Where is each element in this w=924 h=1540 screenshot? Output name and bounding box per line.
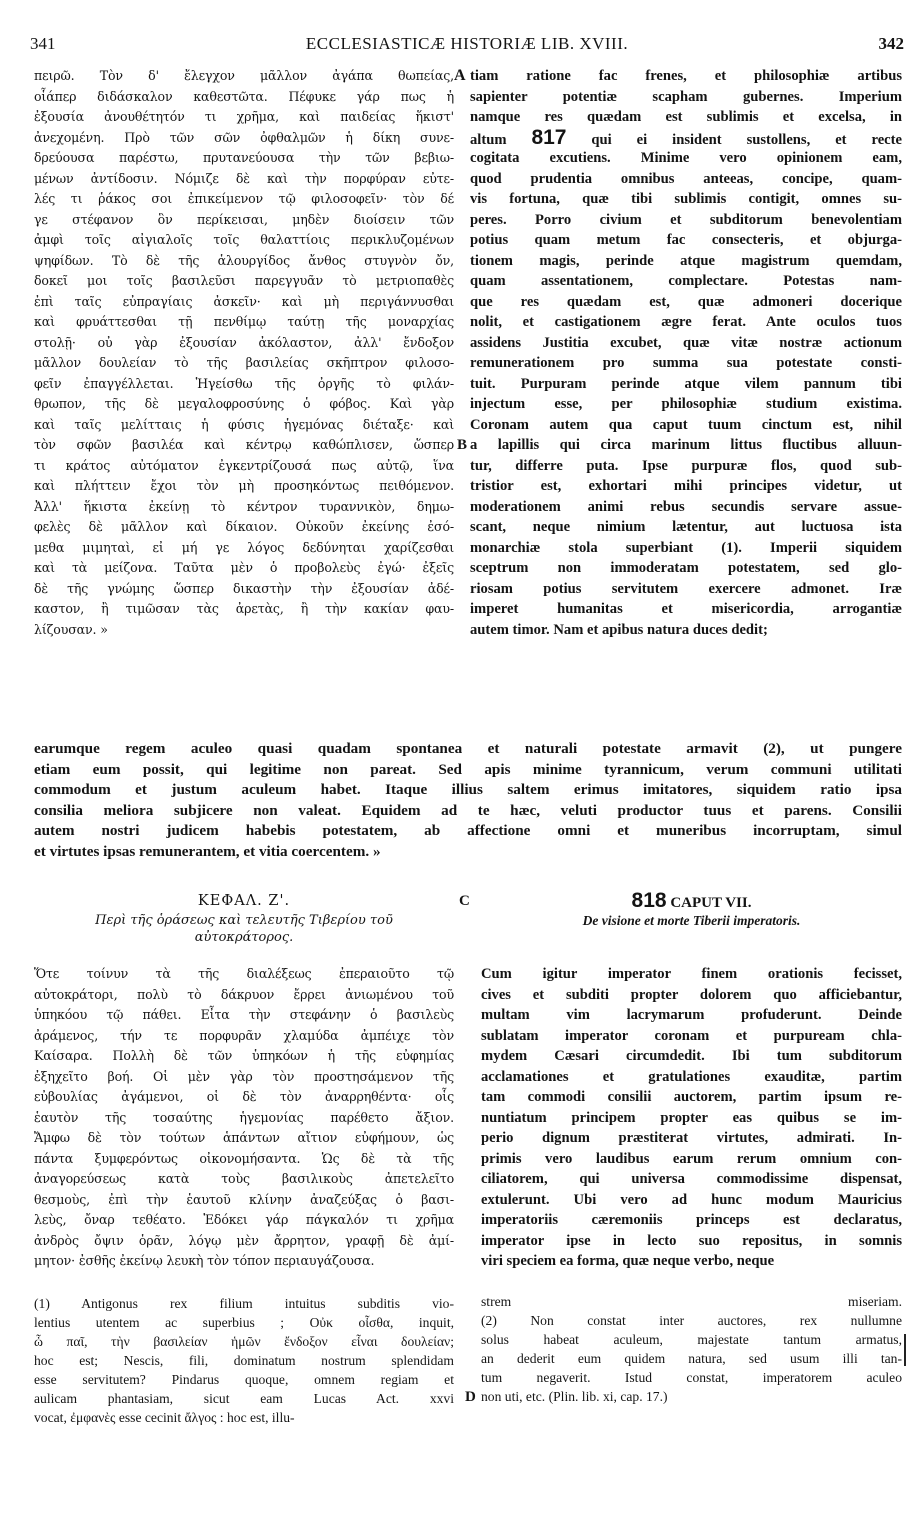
latin-text-line: autem nostri judicem habebis potestatem, ab affectione omni et muneribus incorruptam, simul — [34, 822, 902, 839]
greek-text-line: φεῖν ἐπαγγέλλεται. Ἡγείσθω τῆς ὀργῆς τὸ φιλάν- — [34, 375, 454, 391]
latin-text-line: tur, differre puta. Ipse purpuræ flos, quod sub- — [470, 457, 902, 474]
greek-text-line: μεθα μιμηταὶ, εἰ μή γε λόγος δεδύνηται χαρίζεσθαι — [34, 539, 454, 555]
greek-text-line: φελὲς δὲ μᾶλλον καὶ δίκαιον. Οὐκοῦν ἐκείνης ἐσό- — [34, 519, 454, 534]
greek-text-line: πειρῶ. Τὸν δ' ἔλεγχον μᾶλλον ἀγάπα θωπείας, — [34, 68, 454, 83]
greek-text-line: Καίσαρα. Πολλὴ δὲ τῶν ὑπηκόων ἡ τῆς εὐφημίας — [34, 1048, 454, 1063]
footnote-line: ὦ παῖ, τὴν βασιλείαν ἡμῶν ἔνδοξον εἶναι δουλείαν; — [34, 1333, 454, 1349]
running-head — [30, 34, 904, 60]
latin-text-line: viri speciem ea forma, quæ neque verbo, neque — [481, 1253, 775, 1269]
running-title: ECCLESIASTICÆ HISTORIÆ LIB. XVIII. — [305, 34, 629, 53]
greek-text-line: γε στέφανον ὃν περίκεισαι, μηδὲν διοίσειν τῶν — [34, 211, 454, 227]
latin-text-line: perio dignum præstiterat virtutes, admirati. In- — [481, 1130, 902, 1146]
latin-text-line: tam commodi consilii auctorem, partim ipsum re- — [481, 1089, 902, 1105]
latin-text-line: namque res quædam est sublimis et excelsa, in — [470, 109, 902, 125]
latin-text-line: quod prudentia omnibus anteeas, concipe, quam- — [470, 170, 902, 187]
margin-marker-b: B — [457, 437, 468, 453]
footnote-line: hoc est; Nescis, fili, dominatum nostrum splendidam — [34, 1352, 454, 1368]
latin-chapter-number — [481, 890, 902, 912]
greek-text-line: στολῇ· οὐ γὰρ ἐξουσίαν ἀκόλαστον, ἀλλ' ἔνδοξον — [34, 334, 454, 350]
page-number-right: 342 — [878, 34, 904, 53]
latin-text-line: Cum igitur imperator finem orationis fecisset, — [481, 966, 902, 982]
latin-text-line: imperator ipse in lecto suo repositus, in somnis — [481, 1232, 902, 1249]
latin-text-line: assidens Justitia excubet, quæ vitæ nostræ actionum — [470, 334, 902, 351]
greek-chapter-heading — [34, 890, 454, 946]
greek-text-line: λεὺς, ὄναρ τεθέατο. Ἐδόκει γάρ πάγκαλόν τι χρῆμα — [34, 1212, 454, 1227]
greek-text-line: ἀράμενος, τήν τε πορφυρᾶν χλαμύδα ἀμπέιχε τὸν — [34, 1027, 454, 1043]
greek-chapter-subtitle-2: αὐτοκράτορος. — [194, 930, 294, 945]
greek-text-line: καὶ ταῖς μελίτταις ἡ φύσις ἡγεμόνας διέταξε· καὶ — [34, 416, 454, 432]
greek-column-upper — [34, 66, 454, 640]
greek-text-line: ἐξουσία ἀνουθέτητόν τι χρῆμα, καὶ παιδείας ἥκιστ' — [34, 109, 454, 124]
latin-text-line: mydem Cæsari circumdedit. Ibi tum subditorum — [481, 1048, 902, 1064]
latin-text-line: injectum esse, per philosophiæ studium existima. — [470, 396, 902, 412]
greek-text-line: Ὅτε τοίνυν τὰ τῆς διαλέξεως ἐπεραιοῦτο τῷ — [34, 966, 454, 981]
latin-text-line: Coronam autem qua caput tuum cinctum est, nihil — [470, 416, 902, 433]
latin-text-line: a lapillis qui circa marinum littus fluctibus alluun- — [470, 437, 902, 453]
footnotes-left — [34, 1294, 454, 1427]
latin-text-line: et virtutes ipsas remunerantem, et vitia coercentem. » — [34, 842, 381, 860]
greek-text-line: λίζουσαν. » — [34, 621, 108, 637]
greek-chapter-number: ΚΕΦΑΛ. Ζ'. — [197, 893, 291, 909]
latin-text-line: primis vero laudibus earum rerum omnium con- — [481, 1150, 902, 1167]
latin-text-line: ciliatorem, qui universa commodissime dispensat, — [481, 1171, 902, 1187]
latin-text-line: potius quam metum fac consecteris, et objurga- — [470, 232, 902, 248]
greek-text-line: αὐτοκράτορι, πολὺ τὸ δάκρυον ἔρρει ἀνιωμένου τοῦ — [34, 986, 454, 1002]
latin-text-line: earumque regem aculeo quasi quadam spontanea et naturali potestate armavit (2), ut pungere — [34, 740, 902, 757]
latin-chapter-heading — [481, 890, 902, 929]
greek-text-line: οἷάπερ διδάσκαλον καθεστῶτα. Πέφυκε γάρ πως ἡ — [34, 88, 454, 104]
latin-text-line: etiam eum possit, qui legitime non pareat. Sed apis minime tyrannicum, verum communi utilitati — [34, 760, 902, 778]
greek-text-line: πάντα ξυμφερόντως οἰκονομήσαντα. Ὡς δὲ τὰ τῆς — [34, 1150, 454, 1166]
latin-text-line: autem timor. Nam et apibus natura duces dedit; — [470, 621, 768, 638]
latin-column-upper — [470, 66, 902, 640]
latin-text-line: sublatam imperator coronam et purpuream chla- — [481, 1027, 902, 1044]
greek-text-line: τὸν σφῶν βασιλέα καὶ κέντρῳ καθώπλισεν, ὥσπερ — [34, 437, 454, 452]
latin-text-line: sapienter potentiæ scapham gubernes. Imperium — [470, 88, 902, 105]
greek-text-line: εὐβουλίας ἀγάμενοι, οἱ δὲ τὸν ἀναρρηθέντα· οἷς — [34, 1089, 454, 1104]
greek-text-line: δρεύουσα παρέστω, πρυτανεύουσα τὴν τῶν βεβιω- — [34, 150, 454, 165]
latin-chapter-subtitle: De visione et morte Tiberii imperatoris. — [582, 913, 801, 928]
latin-text-line: cogitata excutiens. Minime vero opinionem eam, — [470, 150, 902, 166]
greek-text-line: καστον, ἢ τιμῶσαν τὰς ἀρετὰς, ἢ τὴν κακίαν φαυ- — [34, 601, 454, 616]
greek-text-line: ἑαυτὸν τῆς τοσαύτης ἡγεμονίας παρέθετο ἄξιον. — [34, 1109, 454, 1125]
margin-marker-d: D — [465, 1389, 476, 1405]
latin-text-line: extulerunt. Ubi vero ad hunc modum Mauricius — [481, 1191, 902, 1208]
latin-text-line: nuntiatum principem propter eas quibus se im- — [481, 1109, 902, 1126]
latin-text-line: imperet humanitas et misericordia, arrogantiæ — [470, 601, 902, 617]
latin-text-line: nolit, et castigationem ægre ferat. Ante oculos tuos — [470, 314, 902, 330]
footnote-line: (2) Non constat inter auctores, rex nullumne — [481, 1312, 902, 1328]
latin-text-line: riosam potius servitutem exercere admonet. Iræ — [470, 580, 902, 597]
greek-text-line: ἀνεχομένη. Πρὸ τῶν σῶν ὀφθαλμῶν ἡ δίκη συνε- — [34, 129, 454, 145]
latin-text-line: consilia meliora subjicere non valeat. Equidem ad te hæc, veluti productor tuus et parens. Consilii — [34, 801, 902, 819]
greek-text-line: θεσμοὺς, ἐπὶ τὴν ἑαυτοῦ κλίνην ἀναζεύξας ὁ βασι- — [34, 1191, 454, 1207]
page-number-left: 341 — [30, 34, 56, 53]
greek-text-line: ἀνδρὸς ὄψιν ὁρᾶν, λόγῳ μὲν ἄρρητον, γραφῇ δὲ ἀμί- — [34, 1232, 454, 1248]
greek-chapter-subtitle-1: Περὶ τῆς ὁράσεως καὶ τελευτῆς Τιβερίου τοῦ — [95, 913, 393, 928]
latin-text-line: tionem magis, perinde atque magistrum quemdam, — [470, 252, 902, 269]
latin-full-width-paragraph — [34, 739, 902, 862]
greek-text-line: λές τι ῥάκος σοι ἐπικείμενον τῷ φιλοσοφεῖν· τὸν δέ — [34, 191, 454, 206]
greek-text-line: Ἄμφω δὲ τὸν τούτων ἁπάντων αἴτιον εὐφήμουν, ὡς — [34, 1130, 454, 1145]
footnote-line: solus habeat aculeum, majestate tantum armatus, — [481, 1331, 902, 1347]
footnote-line: non uti, etc. (Plin. lib. xi, cap. 17.) — [481, 1388, 668, 1404]
greek-text-line: ἐξηχεῖτο βοή. Οἱ μὲν γὰρ τὸν προστησάμενον τῆς — [34, 1068, 454, 1084]
footnote-line: tum negaverit. Istud constat, imperatorem aculeo — [481, 1369, 902, 1385]
margin-bar — [904, 1334, 906, 1366]
latin-text-line: remunerationem pro summa sua potestate consti- — [470, 355, 902, 371]
footnote-line: esse servitutem? Pindarus quoque, omnem regiam et — [34, 1371, 454, 1387]
latin-text-line: tiam ratione fac frenes, et philosophiæ artibus — [470, 68, 902, 84]
footnote-line: vocat, ἐμφανὲς esse cecinit ἄλγος : hoc est, illu- — [34, 1409, 295, 1425]
greek-text-line: μᾶλλον δουλείαν τὸ τῆς βασιλείας σκῆπτρον φιλοσο- — [34, 355, 454, 370]
greek-text-line: τι κράτος αὐτόματον ἐγκεντρίζουσά πως αὐτῷ, ἵνα — [34, 457, 454, 473]
column-number-lower: 818 — [631, 889, 667, 912]
footnote-line: aulicam phantasiam, sicut eam Lucas Act. xxvi — [34, 1390, 454, 1406]
greek-text-line: καὶ τὰ μείζονα. Ταῦτα μὲν ὁ προβολεὺς ἐγώ· ἐξεῖς — [34, 560, 454, 575]
latin-text-line: vis fortuna, quæ tibi sublimis contigit, omnes su- — [470, 191, 902, 207]
latin-text-line: cives et subditi propter dolorem quo afficiebantur, — [481, 986, 902, 1003]
latin-text-line: tuit. Purpuram perinde atque vilem pannum tibi — [470, 375, 902, 392]
latin-text-line: que res quædam est, quæ admoneri docerique — [470, 293, 902, 310]
latin-text-line: quam assentationem, complectare. Potestas nam- — [470, 273, 902, 289]
greek-text-line: καὶ φρυάττεσθαι τῇ πενθίμῳ ταύτῃ τῆς μοναρχίας — [34, 314, 454, 329]
footnote-line: lentius utentem ac superbius ; Οὐκ οἶσθα, inquit, — [34, 1314, 454, 1330]
greek-text-line: ὑπηκόου τῷ πάθει. Εἶτα τὴν στεφάνην ὁ βασιλεὺς — [34, 1007, 454, 1022]
greek-column-lower — [34, 964, 454, 1272]
greek-text-line: ἀναγορεύσεως κατὰ τοὺς βασιλικοὺς ἀπετελεῖτο — [34, 1171, 454, 1186]
greek-text-line: ἀμφὶ τοῖς αἰγιαλοῖς τοῖς θαλαττίοις περικλυζομένων — [34, 232, 454, 247]
latin-text-line: imperatoriis cæremoniis princeps est declaratus, — [481, 1212, 902, 1228]
latin-text-line: altum 817 qui ei insident sustollens, et recte — [470, 127, 902, 148]
greek-text-line: ψηφίδων. Τὸ δὲ τῆς ἁλουργίδος ἄνθος στυγνὸν ὄν, — [34, 252, 454, 268]
latin-text-line: moderationem animi rebus secundis servare assue- — [470, 498, 902, 515]
latin-text-line: sceptrum non immoderatam potestatem, sed glo- — [470, 560, 902, 576]
greek-text-line: μένων ἀντίδοσιν. Νόμιζε δὲ καὶ τὴν πορφύραν εὐτε- — [34, 170, 454, 186]
latin-text-line: scant, neque nimium lætentur, aut luctuosa ista — [470, 519, 902, 535]
latin-chapter-label: CAPUT VII. — [670, 895, 752, 911]
footnote-line: an dederit eum quidem natura, sed usum illi tan- — [481, 1350, 902, 1366]
footnote-line: (1) Antigonus rex filium intuitus subditis vio- — [34, 1295, 454, 1311]
greek-text-line: δὲ τῆς γνώμης ὥσπερ δικαστὴν τὴν ἐξουσίαν ἀδέ- — [34, 580, 454, 596]
greek-text-line: ἐπὶ ταῖς εὐπραγίαις ἀσκεῖν· καὶ μὴ περιγάννυσθαι — [34, 293, 454, 309]
footnote-line: strem miseriam. — [481, 1293, 902, 1309]
greek-text-line: δοκεῖ μοι τοῖς βασιλεῦσι παρεγγυᾶν τὸ μετριοπαθὲς — [34, 273, 454, 288]
latin-text-line: monarchiæ stola superbiant (1). Imperii siquidem — [470, 539, 902, 556]
latin-text-line: commodum et justum aculeum habet. Itaque illius saltem erimus imitatores, siquidem ratio ipsa — [34, 781, 902, 798]
greek-text-line: Ἀλλ' ἥκιστα ἐκείνῃ τὸ κέντρον τυραννικὸν, δημω- — [34, 498, 454, 514]
column-number-upper: 817 — [531, 127, 567, 148]
greek-text-line: θρωπον, τῆς δὲ μεγαλοφροσύνης ὁ φόβος. Καὶ γὰρ — [34, 396, 454, 411]
latin-text-line: peres. Porro civium et subditorum benevolentiam — [470, 211, 902, 228]
margin-marker-c: C — [459, 893, 470, 909]
latin-text-line: acclamationes et gratulationes exauditæ, partim — [481, 1068, 902, 1085]
latin-text-line: tristior est, exhortari mihi principes videtur, ut — [470, 478, 902, 494]
greek-text-line: μητον· ἐσθῆς ἐκείνῳ λευκὴ τὸν τόπον περιαυγάζουσα. — [34, 1253, 375, 1268]
greek-text-line: καὶ πλήττειν ἔχοι τὸν μὴ προσηκόντως πειθόμενον. — [34, 478, 454, 493]
footnotes-right — [481, 1292, 902, 1406]
latin-column-lower — [481, 964, 902, 1272]
latin-text-line: multam vim lacrymarum profuderunt. Deinde — [481, 1007, 902, 1023]
margin-marker-a: A — [454, 67, 466, 84]
